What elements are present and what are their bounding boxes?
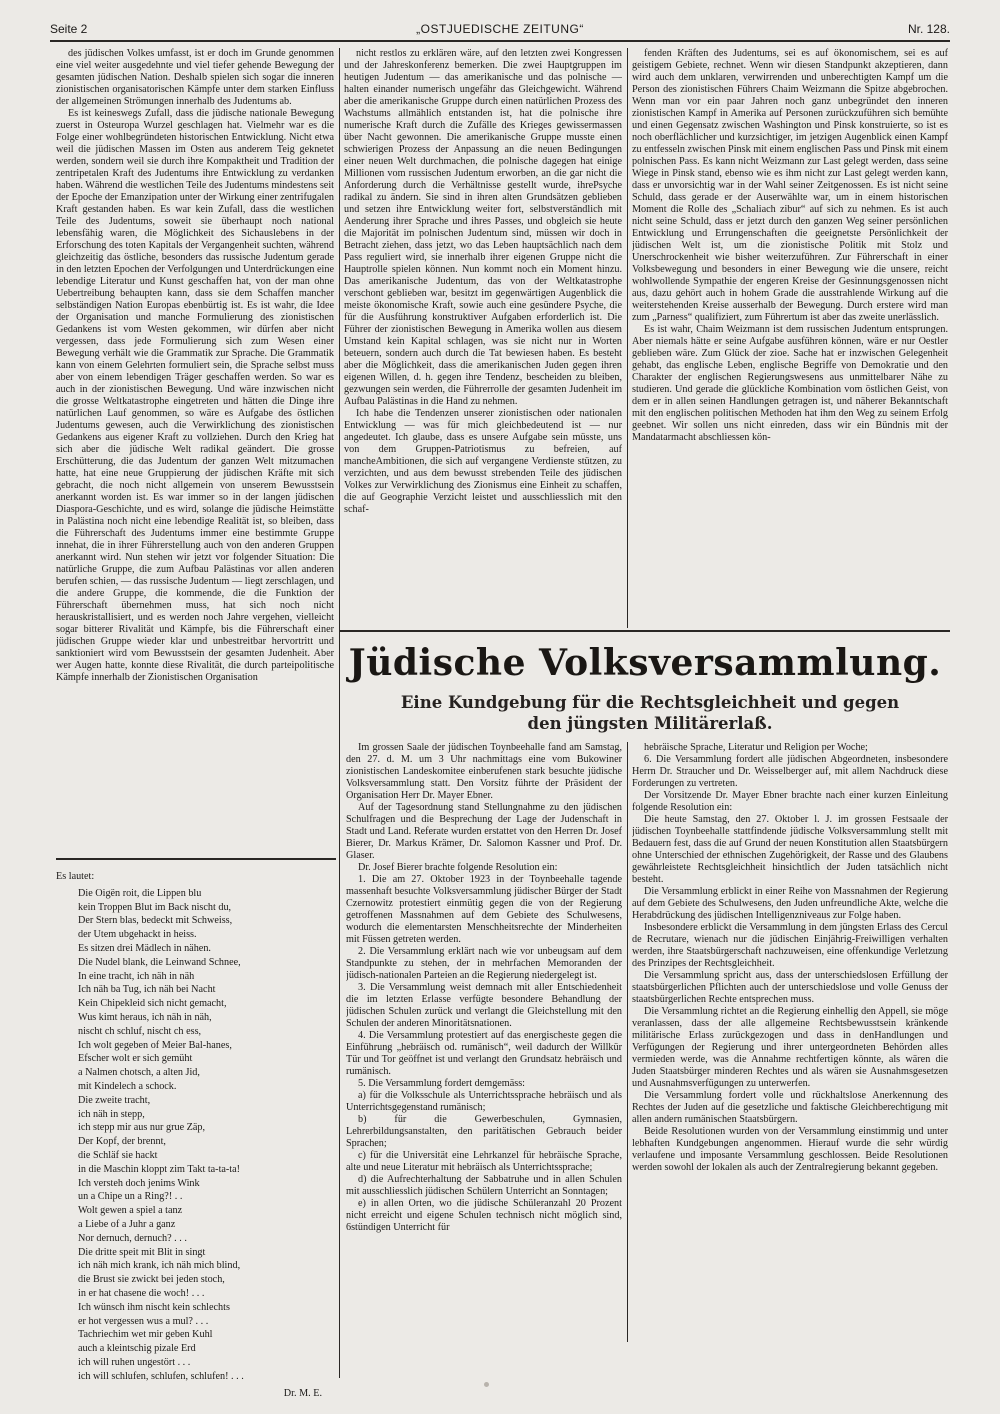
poem-line: Die dritte speit mit Blit in singt [78, 1246, 206, 1258]
poem-line: mit Kindelech a schock. [78, 1080, 177, 1092]
paragraph: Dr. Josef Bierer brachte folgende Resolution ein: [358, 862, 558, 873]
poem-line: ich stepp mir aus nur grue Zäp, [78, 1122, 206, 1134]
article1-column-2 [344, 48, 622, 626]
poem-block [56, 870, 326, 1400]
paragraph: 4. Die Versammlung protestiert auf das energischeste gegen die Einführung „hebräisch od. rumänisch“, weil dadurch der Willkür Tür und Tor geöffnet ist und verlangt den Grundsatz hebräisch und rumänisch. [346, 1030, 622, 1077]
poem-intro: Es lautet: [56, 871, 95, 882]
poem-line: Der Kopf, der brennt, [78, 1136, 166, 1148]
paragraph: hebräische Sprache, Literatur und Religion per Woche; [644, 742, 868, 753]
paragraph: 5. Die Versammlung fordert demgemäss: [358, 1078, 526, 1089]
poem-line: ich näh in stepp, [78, 1108, 145, 1120]
poem-line: in die Maschin kloppt zim Takt ta-ta-ta! [78, 1163, 241, 1175]
paragraph: d) die Aufrechterhaltung der Sabbatruhe und in allen Schulen mit ausschliesslich jüdischen Schülern Unterricht an Sonntagen; [346, 1174, 622, 1197]
article1-end-rule [56, 858, 336, 860]
poem-line: In eine tracht, ich näh in näh [78, 970, 195, 982]
paragraph: des jüdischen Volkes umfasst, ist er doch im Grunde genommen eine viel weiter ausgedehnte und viel tiefer gehende Bewegung der gesamten jüdischen Nation. Deshalb spielen sich sogar die inneren zionistischen organisatorischen Kämpfe unter dem starken Einfluss der allgemeinen Strömungen innerhalb des Judentums ab. [56, 48, 334, 107]
subheadline-line-2: den jüngsten Militärerlaß. [527, 714, 773, 733]
paragraph: Ich habe die Tendenzen unserer zionistischen oder nationalen Entwicklung — was für mich gleichbedeutend ist — nur angedeutet. Ich glaube, dass es unsere Aufgabe sein müsste, uns von dem Gruppen-Patriotismus zu befreien, auf mancheAmbitionen, die sich auf vergangene Verdienste stützen, zu verzichten, und aus dem bewusst strebenden Teile des jüdischen Volkes zur Verwirklichung des Zionismus eine Einheit zu schaffen, die auf Geographie Verzicht leistet und ausschliesslich mit den schaf- [344, 408, 622, 515]
paragraph: Die Versammlung erblickt in einer Reihe von Massnahmen der Regierung auf dem Gebiete des Schulwesens, den Juden unfreundliche Akte, welche die Herabdrückung des jüdischen Intelligenzniveaus zur Folge haben. [632, 886, 948, 921]
poem-line: Ich wolt gegeben of Meier Bal-hanes, [78, 1039, 232, 1051]
paragraph: Beide Resolutionen wurden von der Versammlung einstimmig und unter lebhaften Kundgebungen angenommen. Hierauf wurde die sehr würdig verlaufene und imposante Versammlung geschlossen. Beide Resolutionen werden sowohl der lokalen als auch der Zentralregierung bekannt gegeben. [632, 1126, 948, 1173]
paragraph: 1. Die am 27. Oktober 1923 in der Toynbeehalle tagende massenhaft besuchte Volksversammlung jüdischer Bürger der Stadt Czernowitz protestiert einmütig gegen die von der Regierung getroffenen Massnahmen auf dem Gebiete des Schulwesens, wodurch die elementarsten Menschheitsrechte der Minderheiten mit Füssen getreten werden. [346, 874, 622, 945]
poem-line: ich will ruhen ungestört . . . [78, 1356, 191, 1368]
column-divider-1 [339, 48, 340, 1378]
paragraph: e) in allen Orten, wo die jüdische Schüleranzahl 20 Prozent nicht erreicht und eigene Schulen technisch nicht möglich sind, 6stündigen Unterricht für [346, 1198, 622, 1233]
article2-column-right [632, 742, 948, 1357]
poem-line: die Schläf sie hackt [78, 1149, 158, 1161]
poem-line: Die zweite tracht, [78, 1094, 151, 1106]
poem-line: Die Nudel blank, die Leinwand Schnee, [78, 956, 241, 968]
paragraph: b) für die Gewerbeschulen, Gymnasien, Lehrerbildungsanstalten, den paritätischen Gebrauch beider Sprachen; [346, 1114, 622, 1149]
paragraph: Im grossen Saale der jüdischen Toynbeehalle fand am Samstag, den 27. d. M. um 3 Uhr nachmittags eine vom Bukowiner zionistischen Landeskomitee einberufenen stark besuchte jüdische Volksversammlung statt. Den Vorsitz führte der Präsident der Organisation Herr Dr. Mayer Ebner. [346, 742, 622, 801]
subheadline-line-1: Eine Kundgebung für die Rechtsgleichheit und gegen [400, 693, 900, 712]
paragraph: a) für die Volksschule als Unterrichtssprache hebräisch und als Unterrichtsgegenstand rumänisch; [346, 1090, 622, 1113]
poem-line: Ich näh ba Tug, ich näh bei Nacht [78, 984, 216, 996]
poem-line: Ich versteh doch jenims Wink [78, 1177, 200, 1189]
poem-line: Wolt gewen a spiel a tanz [78, 1205, 183, 1217]
poem-line: Kein Chipekleid sich nicht gemacht, [78, 998, 227, 1010]
poem-line: ich will schlufen, schlufen, schlufen! . . . [78, 1370, 244, 1382]
poem-line: die Brust sie zwickt bei jeden stoch, [78, 1274, 225, 1286]
paragraph: Insbesondere erblickt die Versammlung in dem jüngsten Erlass des Cercul de Recrutare, wienach nur die jüdischen Einjährig-Freiwilligen verhalten werden, ihre Staatsbürgerschaft nachzuweisen, eine offenkundige Verletzung des Prinzipes der Rechtsgleichheit. [632, 922, 948, 969]
poem-line: Es sitzen drei Mädlech in nähen. [78, 942, 211, 954]
paragraph: Die Versammlung spricht aus, dass der unterschiedslosen Erfüllung der staatsbürgerlichen Pflichten auch der unterschiedslose und volle Genuss der staatsbürgerlichen Rechte entsprechen muss. [632, 970, 948, 1005]
poem-line: Nor dernuch, dernuch? . . . [78, 1232, 187, 1244]
paragraph: Die Versammlung richtet an die Regierung einhellig den Appell, sie möge veranlassen, dass der alle allgemeine Rechtsbewusstsein kränkende militärische Erlass zurückgezogen und dass in denHandlungen und Verfügungen der Regierung und ihrer untergeordneten Behörden alles vermieden werde, was die Annahme rechtfertigen könnte, als wären die Juden Staatsbürger minderen Rechtes und als wären sie Ausnahmsgesetzen und Ausnahmsverfügungen zu unterwerfen. [632, 1006, 948, 1089]
column-divider-3 [627, 742, 628, 1342]
paragraph: Auf der Tagesordnung stand Stellungnahme zu den jüdischen Schulfragen und die Besprechung der Lage der Judenschaft in Stadt und Land. Referate wurden erstattet von den Herren Dr. Josef Bierer, Dr. Markus Krämer, Dr. Salomon Kassner und Prof. Dr. Glaser. [346, 802, 622, 861]
article2-column-left [346, 742, 622, 1357]
paragraph: nicht restlos zu erklären wäre, auf den letzten zwei Kongressen und der Jahreskonferenz bemerken. Die zwei Hauptgruppen im heutigen Judentum — das amerikanische und das polnische — halten einander numerisch ungefähr das Gleichgewicht. Während aber die amerikanische Gruppe durch einen natürlichen Prozess des Wachstums allmählich entstanden ist, hat die polnische ihre numerische Kraft durch die Zufälle des Krieges gewissermassen über Nacht gewonnen. Die amerikanische Gruppe musste einen schwierigen Prozess der Anpassung an die neuen Bedingungen einer neuen Welt durchmachen, die polnische dagegen hat einige Millionen vom russischen Judentum erworben, an die gar nicht die Anforderung durch die Verhältnisse gestellt wurde, ihrePsyche radikal zu ändern. Sie sind in ihren alten Grundsätzen geblieben und setzen ihre Entwicklung weiter fort, selbstverständlich mit Aenderung ihrer Sprache und ihres Passes, und obgleich sie heute die Majorität im polnischen Judentum sind, müssen wir doch in Betracht ziehen, dass jetzt, wo das Leben hauptsächlich nach dem Pass reguliert wird, sie innerhalb ihrer eigenen Gruppe nicht die Hauptrolle spielen können. Nun kommt noch ein Moment hinzu. Das amerikanische Judentum, das von der Weltkatastrophe verschont geblieben war, besitzt im gegenwärtigen Augenblick die meiste ökonomische Kraft, sowie auch eine gesündere Psyche, die für die Ausführung konstruktiver Aufgaben erforderlich ist. Die Führer der zionistischen Bewegung in Amerika wollen aus diesem Umstand kein Kapital schlagen, was sie nicht nur in Worten beteuern, sondern auch durch die Tat bewiesen haben. Es besteht aber die Möglichkeit, dass die amerikanischen Juden gegen ihren eigenen Willen, d. h. gegen ihre Tendenz, bescheiden zu bleiben, gezwungen sein werden, die Führerrolle der gesamten Judenheit im Aufbau Palästinas in die Hand zu nehmen. [344, 48, 622, 407]
article1-column-3 [632, 48, 948, 626]
paragraph: Es ist wahr, Chaim Weizmann ist dem russischen Judentum entsprungen. Aber niemals hätte er seine Aufgabe ausführen können, wäre er nur Oestler geblieben wäre. Zum Glück der zioe. Sache hat er inzwischen Gelegenheit gehabt, das englische Leben, englische Begriffe von Demokratie und den Charakter der englischen Regierungswesens aus unmittelbarer Nähe zu studieren. Und gerade die glückliche Kombination vom östlichen Geist, von dem er in allen seinen Handlungen getragen ist, und näherer Bekanntschaft mit den englischen politischen Methoden hat ihm den Weg zu seinem Erfolg geebnet. Wir sollen uns nicht einreden, dass wir ein Bündnis mit der Mandatarmacht abschliessen kön- [632, 324, 948, 443]
page-number: Seite 2 [50, 22, 88, 36]
paragraph: c) für die Universität eine Lehrkanzel für hebräische Sprache, alte und neue Literatur mit hebräisch als Unterrichtssprache; [346, 1150, 622, 1173]
poem-line: der Utem ubgehackt in heiss. [78, 929, 197, 941]
issue-number: Nr. 128. [907, 22, 950, 36]
paragraph: 3. Die Versammlung weist demnach mit aller Entschiedenheit die im letzten Erlasse verfügte besondere Behandlung der jüdischen Schulen zurück und verlangt die Gleichstellung mit den Schulen der anderen Minoritätsnationen. [346, 982, 622, 1029]
poem-line: Efscher wolt er sich gemüht [78, 1053, 193, 1065]
poem-line: nischt ch schluf, nischt ch ess, [78, 1025, 202, 1037]
column-divider-2 [627, 48, 628, 628]
poem-line: Die Oigën roit, die Lippen blu [78, 887, 202, 899]
poem-line: auch a kleintschig pizale Erd [78, 1343, 196, 1355]
paragraph: 2. Die Versammlung erklärt nach wie vor unbeugsam auf dem Standpunkte zu stehen, der in mehrfachen Memoranden der jüdisch-nationalen Parteien an die Regierung niedergelegt ist. [346, 946, 622, 981]
newspaper-name: „OSTJUEDISCHE ZEITUNG“ [416, 22, 584, 36]
article2-headline: Jüdische Volksversammlung. [348, 642, 942, 684]
article2-top-rule [340, 630, 950, 632]
paragraph: Die heute Samstag, den 27. Oktober l. J. im grossen Festsaale der jüdischen Toynbeehalle stattfindende jüdische Volksversammlung stellt mit Bedauern fest, dass die auf Grund der neuen Konstitution allen Staatsbürgern ohne Unterschied der ethnischen Zugehörigkeit, der Rasse und des Glaubens gewährleistete Rechtsgleichheit hinsichtlich der Juden tatsächlich nicht besteht. [632, 814, 948, 885]
paragraph: 6. Die Versammlung fordert alle jüdischen Abgeordneten, insbesondere Herrn Dr. Straucher und Dr. Weisselberger auf, mit allem Nachdruck diese Forderungen zu vertreten. [632, 754, 948, 789]
poem-line: Tachriechim wet mir geben Kuhl [78, 1329, 213, 1341]
header-rule [50, 40, 950, 42]
poem-line: er hot vergessen wus a mul? . . . [78, 1315, 209, 1327]
poem-line: un a Chipe un a Ring?! . . [78, 1191, 183, 1203]
poem-line: Ich wünsch ihm nischt kein schlechts [78, 1301, 230, 1313]
paragraph: Der Vorsitzende Dr. Mayer Ebner brachte nach einer kurzen Einleitung folgende Resolution ein: [632, 790, 948, 813]
paragraph: Es ist keineswegs Zufall, dass die jüdische nationale Bewegung zuerst in Osteuropa Wurzel geschlagen hat. Vielmehr war es die Folge einer wohlbegründeten historischen Entwicklung. Nicht etwa weil die jüdischen Massen im Osten aus anderem Teig geknetet werden, sondern weil sie durch ihre Kompaktheit und Tradition der zentripetalen Kraft des Judentums ihre Entwicklung zu verdanken haben. Während die westlichen Teile des Judentums mindestens seit der Epoche der Emanzipation unter der Wirkung einer zentrifugalen Kraft gestanden haben. Es war kein Zufall, dass die westlichen Teile des Judentums, soweit sie überhaupt noch national lebensfähig waren, die Möglichkeit des Sichauslebens in der Erforschung des toten Kapitals der Vergangenheit suchten, während gleichzeitig das östliche, besonders das russische Judentum gerade in den letzten Epochen der Verfolgungen und Unterdrückungen eine lebendige Literatur und Kunst geschaffen hat, von der man ohne Uebertreibung behaupten kann, dass sie dem Schaffen mancher selbständigen Nation Europas ebenbürtig ist. Es ist wahr, die Idee der Organisation und manche Formulierung des zionistischen Gedankens ist vom Westen gekommen, wir dürfen aber nicht vergessen, dass jede Formulierung sich zum Wesen einer Bewegung verhält wie die Grammatik zur Sprache. Die Grammatik kann von einem Gelehrten formuliert sein, die Sprache selbst muss aber von einem lebendigen Träger geschaffen werden. So war es auch in der zionistischen Bewegung. Und wäre inzwischen nicht die grosse Weltkatastrophe eingetreten und hätten die Dinge ihre natürlichen Lauf genommen, so wäre es Aufgabe des östlichen Judentums gewesen, auch die Verwirklichung des zionistischen Gedankens aus eigener Kraft zu vollziehen. Durch den Krieg hat sich aber die jüdische Welt radikal geändert. Die grosse Erschütterung, die das Judentum der ganzen Welt mitzumachen hatte, hat eine neue Gruppierung der jüdischen Kräfte mit sich gebracht, die noch nicht allgemein von unserem Bewusstsein anerkannt worden ist. Es war immer so in der langen jüdischen Diaspora-Geschichte, und es wird, solange die jüdische Heimstätte in Palästina noch nicht eine lebendige Realität ist, so bleiben, dass die Führerschaft des Judentums immer eine bestimmte Gruppe innehat, die in ihrer Führerstellung auch von den anderen Gruppen anerkannt wird. Nun stehen wir jetzt vor folgender Situation: Die natürliche Gruppe, die zum Aufbau Palästinas vor allen anderen berufen schien, — das russische Judentum — liegt zerschlagen, und die andere Gruppe, die kommende, die die Funktion der Führerschaft übernehmen muss, hat sich noch nicht herauskristallisiert, und es werden noch Jahre vergehen, vielleicht sogar bitterer Rivalität und Kämpfe, bis die Führerschaft einer jüdischen Gruppe wieder klar und unbestreitbar hervortritt und sanktioniert wird vom Bewusstsein der gesamten Judenheit. Aber wer Augen hatte, konnte diese Rivalität, die durch parteipolitische Kämpfe innerhalb der Zionistischen Organisation [56, 108, 334, 683]
poem-line: ich näh mich krank, ich näh mich blind, [78, 1260, 241, 1272]
page-header [50, 22, 950, 40]
paragraph: Die Versammlung fordert volle und rückhaltslose Anerkennung des Rechtes der Juden auf die gesetzliche und faktische Gleichberechtigung mit allen andern rumänischen Staatsbürgern. [632, 1090, 948, 1125]
poem-lines [56, 887, 326, 1384]
article2-subheadline [350, 692, 950, 734]
poem-line: Wus kimt heraus, ich näh in näh, [78, 1011, 212, 1023]
poem-signature: Dr. M. E. [283, 1388, 322, 1400]
paragraph: fenden Kräften des Judentums, sei es auf ökonomischem, sei es auf geistigem Gebiete, rechnet. Wenn wir diesen Standpunkt akzeptieren, dann wird auch dem unklaren, verwirrenden und unberechtigten Kampf um die Person des zionistischen Führers Chaim Weizmann die Spitze abgebrochen. Wenn man vor ein paar Jahren noch ganz unbegründet den inneren zionistischen Kampf in Amerika auf Personen zurückzuführen sich bemühte und einen Gegensatz zwischen Washington und Pinsk konstruierte, so ist es noch oberflächlicher und kurzsichtiger, im jetzigen Augenblick einen Kampf zu entfesseln zwischen Pinsk mit einem englischen Pass und Pinsk mit einem polnischen Pass. Es kann nicht Weizmann zur Last gelegt werden, dass seine Wiege in Pinsk stand, ebenso wie es ihm nicht zur Last gelegt werden kann, dass er unvorsichtig war in der Wahl seiner Zeitgenossen. Es ist nicht seine Schuld, dass gerade er der Auserwählte war, um in einem historischen Moment die Rolle des „Schaliach zibur“ auf sich zu nehmen. Es ist auch nicht seine Schuld, dass er jetzt durch den ganzen Weg seiner persönlichen Entwicklung und Errungenschaften die geeignetste Persönlichkeit der jüdischen Welt ist, um die zionistische Politik mit Stolz und Unerschrockenheit wie bisher weiterzuführen. Zur Führerschaft in einer Volksbewegung und besonders in einer Bewegung wie die unsere, reicht wohlwollende Sympathie der engeren Kreise der Gesinnungsgenossen nicht aus, dazu gehört auch in hohem Grade die ausstrahlende Wirkung auf die weiterstehenden Kreise ausserhalb der Bewegung. Durch erstere wird man zum „Parness“ qualifiziert, zum Führertum ist aber das zweite unerlässlich. [632, 48, 948, 323]
poem-line: in er hat chasene die woch! . . . [78, 1287, 205, 1299]
article1-column-1 [56, 48, 334, 853]
poem-line: kein Troppen Blut im Back nischt du, [78, 901, 232, 913]
poem-line: a Nalmen chotsch, a alten Jid, [78, 1067, 200, 1079]
poem-line: a Liebe of a Juhr a ganz [78, 1218, 176, 1230]
poem-line: Der Stern blas, bedeckt mit Schweiss, [78, 915, 233, 927]
binding-hole-mark [484, 1382, 489, 1387]
